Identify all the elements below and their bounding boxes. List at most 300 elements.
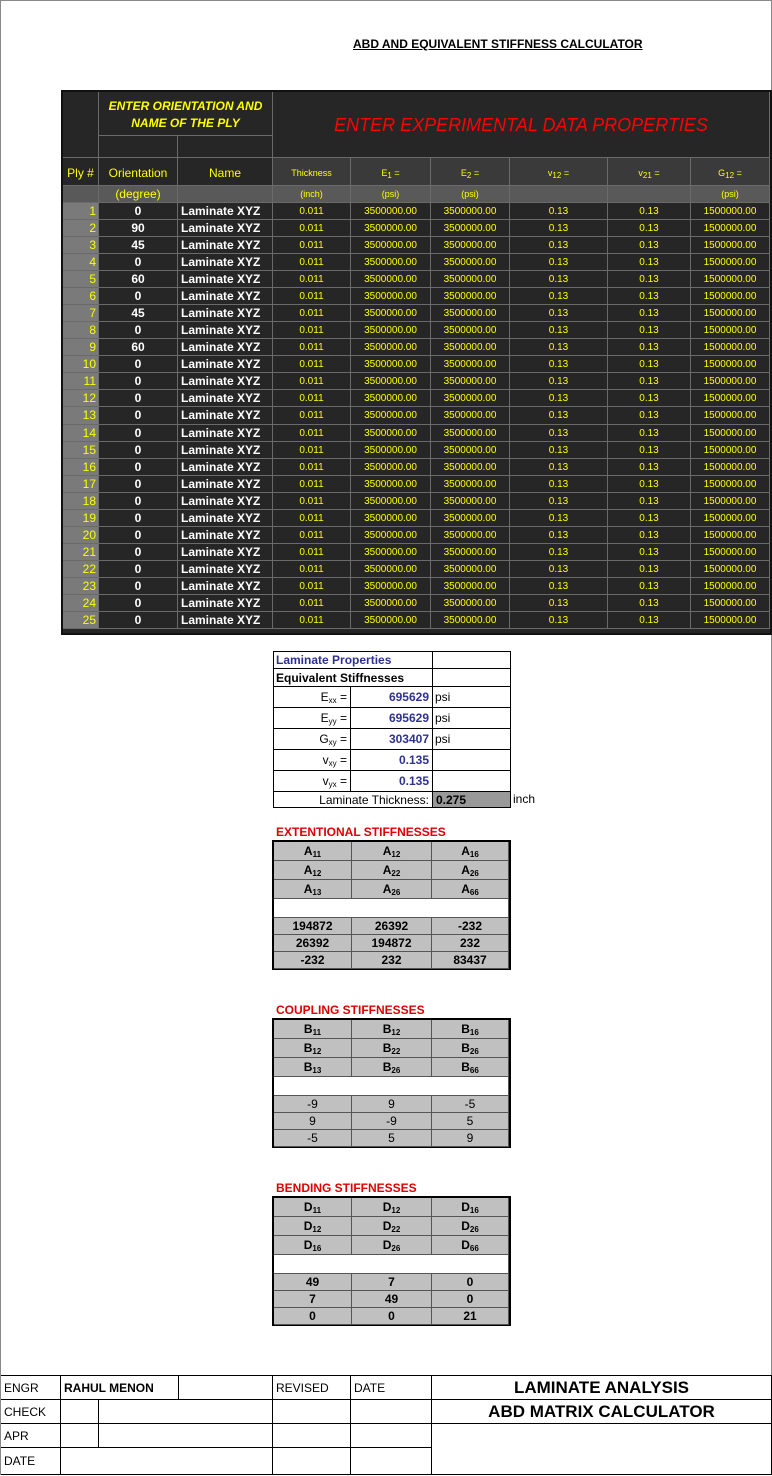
ply-name-input[interactable]: Laminate XYZ (178, 288, 273, 305)
matrix-label-subscript: 16 (469, 850, 479, 859)
stiffness-matrix (272, 1196, 511, 1326)
date-row-value[interactable] (61, 1448, 273, 1475)
g12-input[interactable]: 1500000.00 (691, 425, 770, 442)
e2-input[interactable]: 3500000.00 (431, 288, 510, 305)
thickness-input[interactable]: 0.011 (273, 373, 351, 390)
matrix-value-cell: 49 (274, 1274, 352, 1291)
thickness-input[interactable]: 0.011 (273, 254, 351, 271)
e2-input[interactable]: 3500000.00 (431, 442, 510, 459)
v21-input[interactable]: 0.13 (608, 305, 691, 322)
ply-name-input[interactable]: Laminate XYZ (178, 390, 273, 407)
revised-cell[interactable] (273, 1448, 351, 1475)
e1-input[interactable]: 3500000.00 (351, 544, 431, 561)
e2-input[interactable]: 3500000.00 (431, 425, 510, 442)
ply-name-input[interactable]: Laminate XYZ (178, 527, 273, 544)
e1-input[interactable]: 3500000.00 (351, 407, 431, 425)
orientation-input[interactable]: 0 (99, 356, 178, 373)
v21-input[interactable]: 0.13 (608, 544, 691, 561)
matrix-value-cell: -9 (274, 1096, 352, 1113)
thickness-input[interactable]: 0.011 (273, 288, 351, 305)
e1-input[interactable]: 3500000.00 (351, 578, 431, 595)
orientation-input[interactable]: 0 (99, 561, 178, 578)
v12-input[interactable]: 0.13 (510, 339, 608, 356)
orientation-input[interactable]: 0 (99, 425, 178, 442)
matrix-label-cell (352, 1020, 432, 1039)
v21-input[interactable]: 0.13 (608, 237, 691, 254)
thickness-input[interactable]: 0.011 (273, 476, 351, 493)
matrix-label-subscript: 16 (469, 1028, 479, 1037)
e1-input[interactable]: 3500000.00 (351, 476, 431, 493)
ply-name-input[interactable]: Laminate XYZ (178, 373, 273, 390)
orientation-input[interactable]: 45 (99, 305, 178, 322)
e2-input[interactable]: 3500000.00 (431, 373, 510, 390)
orientation-input[interactable]: 0 (99, 203, 178, 220)
ply-name-input[interactable]: Laminate XYZ (178, 322, 273, 339)
e2-input[interactable]: 3500000.00 (431, 561, 510, 578)
v21-input[interactable]: 0.13 (608, 493, 691, 510)
matrix-value-cell: 194872 (352, 935, 432, 952)
orientation-input[interactable]: 60 (99, 339, 178, 356)
matrix-title: COUPLING STIFFNESSES (276, 1003, 425, 1017)
v21-input[interactable]: 0.13 (608, 339, 691, 356)
matrix-label-symbol: A (303, 844, 313, 858)
orientation-input[interactable]: 0 (99, 407, 178, 425)
e1-input[interactable]: 3500000.00 (351, 390, 431, 407)
matrix-label-symbol: B (303, 1060, 313, 1074)
thickness-input[interactable]: 0.011 (273, 305, 351, 322)
check-date[interactable] (99, 1400, 273, 1424)
thickness-input[interactable]: 0.011 (273, 425, 351, 442)
g12-input[interactable]: 1500000.00 (691, 578, 770, 595)
v21-input[interactable]: 0.13 (608, 322, 691, 339)
v12-input[interactable]: 0.13 (510, 220, 608, 237)
g12-input[interactable]: 1500000.00 (691, 527, 770, 544)
matrix-label-cell (432, 1058, 509, 1077)
v21-input[interactable]: 0.13 (608, 561, 691, 578)
matrix-label-symbol: B (382, 1060, 392, 1074)
unit-orientation: (degree) (99, 186, 178, 203)
ply-name-input[interactable]: Laminate XYZ (178, 578, 273, 595)
e2-input[interactable]: 3500000.00 (431, 510, 510, 527)
ply-name-input[interactable]: Laminate XYZ (178, 203, 273, 220)
g12-input[interactable]: 1500000.00 (691, 271, 770, 288)
orientation-input[interactable]: 0 (99, 476, 178, 493)
matrix-label-subscript: 26 (391, 1244, 401, 1253)
v21-input[interactable]: 0.13 (608, 612, 691, 629)
matrix-label-symbol: B (382, 1022, 392, 1036)
e2-input[interactable]: 3500000.00 (431, 476, 510, 493)
g12-input[interactable]: 1500000.00 (691, 442, 770, 459)
e1-input[interactable]: 3500000.00 (351, 254, 431, 271)
orientation-input[interactable]: 45 (99, 237, 178, 254)
e2-input[interactable]: 3500000.00 (431, 544, 510, 561)
v21-input[interactable]: 0.13 (608, 220, 691, 237)
ply-name-input[interactable]: Laminate XYZ (178, 544, 273, 561)
date-cell[interactable] (351, 1448, 432, 1475)
e2-input[interactable]: 3500000.00 (431, 407, 510, 425)
e1-input[interactable]: 3500000.00 (351, 220, 431, 237)
unit-e2: (psi) (431, 186, 510, 203)
orientation-input[interactable]: 0 (99, 442, 178, 459)
property-unit: psi (432, 728, 511, 750)
ply-number: 18 (63, 493, 99, 510)
v12-input[interactable]: 0.13 (510, 595, 608, 612)
v12-input[interactable]: 0.13 (510, 561, 608, 578)
v12-input[interactable]: 0.13 (510, 459, 608, 476)
matrix-label-subscript: 26 (469, 1225, 479, 1234)
ply-number: 6 (63, 288, 99, 305)
matrix-label-cell (432, 842, 509, 861)
e1-input[interactable]: 3500000.00 (351, 271, 431, 288)
e1-input[interactable]: 3500000.00 (351, 356, 431, 373)
ply-number: 23 (63, 578, 99, 595)
col-header-ply: Ply # (63, 158, 99, 186)
v12-input[interactable]: 0.13 (510, 390, 608, 407)
matrix-label-symbol: A (382, 863, 392, 877)
col-header-equals: = (651, 168, 660, 178)
thickness-input[interactable]: 0.011 (273, 510, 351, 527)
thickness-input[interactable]: 0.011 (273, 356, 351, 373)
date-cell[interactable] (351, 1424, 432, 1448)
ply-name-input[interactable]: Laminate XYZ (178, 561, 273, 578)
v21-input[interactable]: 0.13 (608, 476, 691, 493)
orientation-input[interactable]: 0 (99, 612, 178, 629)
thickness-input[interactable]: 0.011 (273, 322, 351, 339)
v12-input[interactable]: 0.13 (510, 578, 608, 595)
v12-input[interactable]: 0.13 (510, 476, 608, 493)
v21-input[interactable]: 0.13 (608, 595, 691, 612)
ply-name-input[interactable]: Laminate XYZ (178, 442, 273, 459)
v21-input[interactable]: 0.13 (608, 390, 691, 407)
check-initial[interactable] (61, 1400, 99, 1424)
orientation-input[interactable]: 0 (99, 288, 178, 305)
g12-input[interactable]: 1500000.00 (691, 561, 770, 578)
g12-input[interactable]: 1500000.00 (691, 493, 770, 510)
property-symbol: G (319, 732, 329, 746)
laminate-thickness-label: Laminate Thickness: (273, 791, 433, 808)
g12-input[interactable]: 1500000.00 (691, 288, 770, 305)
matrix-label-cell (352, 1058, 432, 1077)
orientation-input[interactable]: 0 (99, 595, 178, 612)
thickness-input[interactable]: 0.011 (273, 527, 351, 544)
orientation-input[interactable]: 0 (99, 322, 178, 339)
matrix-label-symbol: D (382, 1200, 392, 1214)
orientation-input[interactable]: 0 (99, 578, 178, 595)
orientation-input[interactable]: 0 (99, 544, 178, 561)
matrix-label-symbol: B (461, 1060, 470, 1074)
unit-spacer (63, 186, 99, 203)
matrix-label-subscript: 22 (391, 1225, 401, 1234)
thickness-input[interactable]: 0.011 (273, 220, 351, 237)
e1-input[interactable]: 3500000.00 (351, 288, 431, 305)
v12-input[interactable]: 0.13 (510, 322, 608, 339)
col-header-name: Name (178, 158, 273, 186)
ply-table (61, 90, 772, 635)
g12-input[interactable]: 1500000.00 (691, 373, 770, 390)
v12-input[interactable]: 0.13 (510, 305, 608, 322)
ply-number: 16 (63, 459, 99, 476)
unit-thickness: (inch) (273, 186, 351, 203)
apr-date[interactable] (99, 1424, 273, 1448)
matrix-value-cell: 49 (352, 1291, 432, 1308)
g12-input[interactable]: 1500000.00 (691, 459, 770, 476)
v12-input[interactable]: 0.13 (510, 442, 608, 459)
matrix-label-subscript: 26 (391, 888, 401, 897)
date-cell[interactable] (351, 1400, 432, 1424)
matrix-value-cell: 0 (432, 1274, 509, 1291)
e2-input[interactable]: 3500000.00 (431, 271, 510, 288)
e1-input[interactable]: 3500000.00 (351, 322, 431, 339)
v21-input[interactable]: 0.13 (608, 442, 691, 459)
e2-input[interactable]: 3500000.00 (431, 595, 510, 612)
e2-input[interactable]: 3500000.00 (431, 578, 510, 595)
ply-name-input[interactable]: Laminate XYZ (178, 271, 273, 288)
e2-input[interactable]: 3500000.00 (431, 237, 510, 254)
e1-input[interactable]: 3500000.00 (351, 493, 431, 510)
ply-number: 8 (63, 322, 99, 339)
ply-name-input[interactable]: Laminate XYZ (178, 612, 273, 629)
e2-input[interactable]: 3500000.00 (431, 390, 510, 407)
thickness-input[interactable]: 0.011 (273, 544, 351, 561)
g12-input[interactable]: 1500000.00 (691, 407, 770, 425)
ply-name-input[interactable]: Laminate XYZ (178, 220, 273, 237)
e2-input[interactable]: 3500000.00 (431, 612, 510, 629)
matrix-label-subscript: 66 (469, 1066, 479, 1075)
v21-input[interactable]: 0.13 (608, 459, 691, 476)
thickness-input[interactable]: 0.011 (273, 390, 351, 407)
engr-name[interactable]: RAHUL MENON (61, 1376, 179, 1400)
g12-input[interactable]: 1500000.00 (691, 544, 770, 561)
e1-input[interactable]: 3500000.00 (351, 425, 431, 442)
matrix-value-cell: 7 (352, 1274, 432, 1291)
v21-input[interactable]: 0.13 (608, 373, 691, 390)
matrix-label-symbol: A (303, 882, 313, 896)
ply-name-input[interactable]: Laminate XYZ (178, 476, 273, 493)
unit-spacer (178, 186, 273, 203)
matrix-value-cell: 83437 (432, 952, 509, 969)
e1-input[interactable]: 3500000.00 (351, 442, 431, 459)
g12-input[interactable]: 1500000.00 (691, 322, 770, 339)
e1-input[interactable]: 3500000.00 (351, 339, 431, 356)
v12-input[interactable]: 0.13 (510, 407, 608, 425)
matrix-label-symbol: D (303, 1238, 313, 1252)
v12-input[interactable]: 0.13 (510, 612, 608, 629)
matrix-label-cell (352, 1217, 432, 1236)
v21-input[interactable]: 0.13 (608, 288, 691, 305)
thickness-input[interactable]: 0.011 (273, 612, 351, 629)
matrix-label-symbol: B (461, 1022, 470, 1036)
ply-name-input[interactable]: Laminate XYZ (178, 595, 273, 612)
col-header-g12 (691, 158, 770, 186)
matrix-label-cell (352, 1039, 432, 1058)
v12-input[interactable]: 0.13 (510, 373, 608, 390)
thickness-input[interactable]: 0.011 (273, 442, 351, 459)
v21-input[interactable]: 0.13 (608, 254, 691, 271)
thickness-input[interactable]: 0.011 (273, 595, 351, 612)
col-header-equals: = (391, 168, 400, 178)
thickness-input[interactable]: 0.011 (273, 271, 351, 288)
property-value: 695629 (350, 686, 433, 708)
ply-name-input[interactable]: Laminate XYZ (178, 493, 273, 510)
v12-input[interactable]: 0.13 (510, 237, 608, 254)
v12-input[interactable]: 0.13 (510, 288, 608, 305)
property-equals: = (336, 774, 347, 788)
v12-input[interactable]: 0.13 (510, 271, 608, 288)
matrix-value-cell: 232 (432, 935, 509, 952)
e2-input[interactable]: 3500000.00 (431, 203, 510, 220)
matrix-label-subscript: 12 (391, 1028, 401, 1037)
g12-input[interactable]: 1500000.00 (691, 595, 770, 612)
matrix-label-symbol: D (461, 1238, 470, 1252)
ply-name-input[interactable]: Laminate XYZ (178, 339, 273, 356)
ply-number: 22 (63, 561, 99, 578)
matrix-label-cell (432, 1217, 509, 1236)
revised-cell[interactable] (273, 1400, 351, 1424)
orientation-input[interactable]: 0 (99, 390, 178, 407)
property-subscript: yx (328, 780, 337, 789)
v21-input[interactable]: 0.13 (608, 271, 691, 288)
orientation-input[interactable]: 0 (99, 493, 178, 510)
matrix-label-cell (432, 1198, 509, 1217)
thickness-input[interactable]: 0.011 (273, 459, 351, 476)
v21-input[interactable]: 0.13 (608, 356, 691, 373)
ply-name-input[interactable]: Laminate XYZ (178, 510, 273, 527)
e2-input[interactable]: 3500000.00 (431, 220, 510, 237)
e2-input[interactable]: 3500000.00 (431, 527, 510, 544)
matrix-label-symbol: B (382, 1041, 392, 1055)
property-subscript: xx (328, 696, 337, 705)
matrix-label-cell (432, 1020, 509, 1039)
v12-input[interactable]: 0.13 (510, 510, 608, 527)
title-spacer (432, 1424, 772, 1475)
e1-input[interactable]: 3500000.00 (351, 459, 431, 476)
g12-input[interactable]: 1500000.00 (691, 612, 770, 629)
ply-name-input[interactable]: Laminate XYZ (178, 254, 273, 271)
g12-input[interactable]: 1500000.00 (691, 390, 770, 407)
v12-input[interactable]: 0.13 (510, 527, 608, 544)
e1-input[interactable]: 3500000.00 (351, 203, 431, 220)
e2-input[interactable]: 3500000.00 (431, 356, 510, 373)
g12-input[interactable]: 1500000.00 (691, 356, 770, 373)
equivalent-stiffnesses-title: Equivalent Stiffnesses (273, 668, 433, 687)
matrix-title: EXTENTIONAL STIFFNESSES (276, 825, 446, 839)
g12-input[interactable]: 1500000.00 (691, 203, 770, 220)
g12-input[interactable]: 1500000.00 (691, 237, 770, 254)
matrix-label-symbol: B (461, 1041, 470, 1055)
revised-cell[interactable] (273, 1424, 351, 1448)
e2-input[interactable]: 3500000.00 (431, 459, 510, 476)
orientation-input[interactable]: 0 (99, 459, 178, 476)
property-equals: = (336, 711, 347, 725)
orientation-input[interactable]: 0 (99, 510, 178, 527)
ply-name-input[interactable]: Laminate XYZ (178, 356, 273, 373)
e2-input[interactable]: 3500000.00 (431, 322, 510, 339)
apr-initial[interactable] (61, 1424, 99, 1448)
e2-input[interactable]: 3500000.00 (431, 254, 510, 271)
g12-input[interactable]: 1500000.00 (691, 510, 770, 527)
e1-input[interactable]: 3500000.00 (351, 612, 431, 629)
g12-input[interactable]: 1500000.00 (691, 476, 770, 493)
matrix-label-subscript: 16 (469, 1206, 479, 1215)
col-header-equals: = (471, 168, 480, 178)
v21-input[interactable]: 0.13 (608, 425, 691, 442)
e2-input[interactable]: 3500000.00 (431, 493, 510, 510)
e1-input[interactable]: 3500000.00 (351, 595, 431, 612)
e2-input[interactable]: 3500000.00 (431, 305, 510, 322)
thickness-input[interactable]: 0.011 (273, 561, 351, 578)
col-header-v21 (608, 158, 691, 186)
thickness-input[interactable]: 0.011 (273, 339, 351, 356)
v21-input[interactable]: 0.13 (608, 527, 691, 544)
matrix-value-cell: 194872 (274, 918, 352, 935)
ply-name-input[interactable]: Laminate XYZ (178, 305, 273, 322)
e1-input[interactable]: 3500000.00 (351, 373, 431, 390)
property-value: 0.135 (350, 749, 433, 771)
v21-input[interactable]: 0.13 (608, 203, 691, 220)
matrix-value-cell: -232 (274, 952, 352, 969)
matrix-label-subscript: 13 (312, 1066, 322, 1075)
thickness-input[interactable]: 0.011 (273, 493, 351, 510)
v12-input[interactable]: 0.13 (510, 254, 608, 271)
orientation-input[interactable]: 90 (99, 220, 178, 237)
g12-input[interactable]: 1500000.00 (691, 220, 770, 237)
v21-input[interactable]: 0.13 (608, 578, 691, 595)
v21-input[interactable]: 0.13 (608, 407, 691, 425)
thickness-input[interactable]: 0.011 (273, 237, 351, 254)
g12-input[interactable]: 1500000.00 (691, 254, 770, 271)
ply-number: 19 (63, 510, 99, 527)
v12-input[interactable]: 0.13 (510, 544, 608, 561)
col-header-equals: = (734, 168, 742, 178)
matrix-label-symbol: D (382, 1219, 392, 1233)
v12-input[interactable]: 0.13 (510, 356, 608, 373)
thickness-input[interactable]: 0.011 (273, 578, 351, 595)
ply-number: 3 (63, 237, 99, 254)
orientation-input[interactable]: 0 (99, 254, 178, 271)
matrix-label-symbol: D (303, 1219, 313, 1233)
g12-input[interactable]: 1500000.00 (691, 339, 770, 356)
e2-input[interactable]: 3500000.00 (431, 339, 510, 356)
v12-input[interactable]: 0.13 (510, 493, 608, 510)
e1-input[interactable]: 3500000.00 (351, 561, 431, 578)
ply-name-input[interactable]: Laminate XYZ (178, 425, 273, 442)
orientation-input[interactable]: 60 (99, 271, 178, 288)
e1-input[interactable]: 3500000.00 (351, 305, 431, 322)
matrix-label-symbol: A (303, 863, 313, 877)
matrix-spacer (274, 899, 509, 918)
v21-input[interactable]: 0.13 (608, 510, 691, 527)
thickness-input[interactable]: 0.011 (273, 203, 351, 220)
orientation-input[interactable]: 0 (99, 373, 178, 390)
matrix-spacer (274, 1255, 509, 1274)
thickness-input[interactable]: 0.011 (273, 407, 351, 425)
unit-e1: (psi) (351, 186, 431, 203)
e1-input[interactable]: 3500000.00 (351, 527, 431, 544)
v12-input[interactable]: 0.13 (510, 203, 608, 220)
g12-input[interactable]: 1500000.00 (691, 305, 770, 322)
ply-name-input[interactable]: Laminate XYZ (178, 459, 273, 476)
v12-input[interactable]: 0.13 (510, 425, 608, 442)
e1-input[interactable]: 3500000.00 (351, 237, 431, 254)
property-unit (432, 770, 511, 792)
matrix-label-symbol: D (303, 1200, 313, 1214)
e1-input[interactable]: 3500000.00 (351, 510, 431, 527)
ply-name-input[interactable]: Laminate XYZ (178, 407, 273, 425)
ply-name-input[interactable]: Laminate XYZ (178, 237, 273, 254)
orientation-input[interactable]: 0 (99, 527, 178, 544)
matrix-value-cell: 9 (432, 1130, 509, 1147)
property-value: 303407 (350, 728, 433, 750)
